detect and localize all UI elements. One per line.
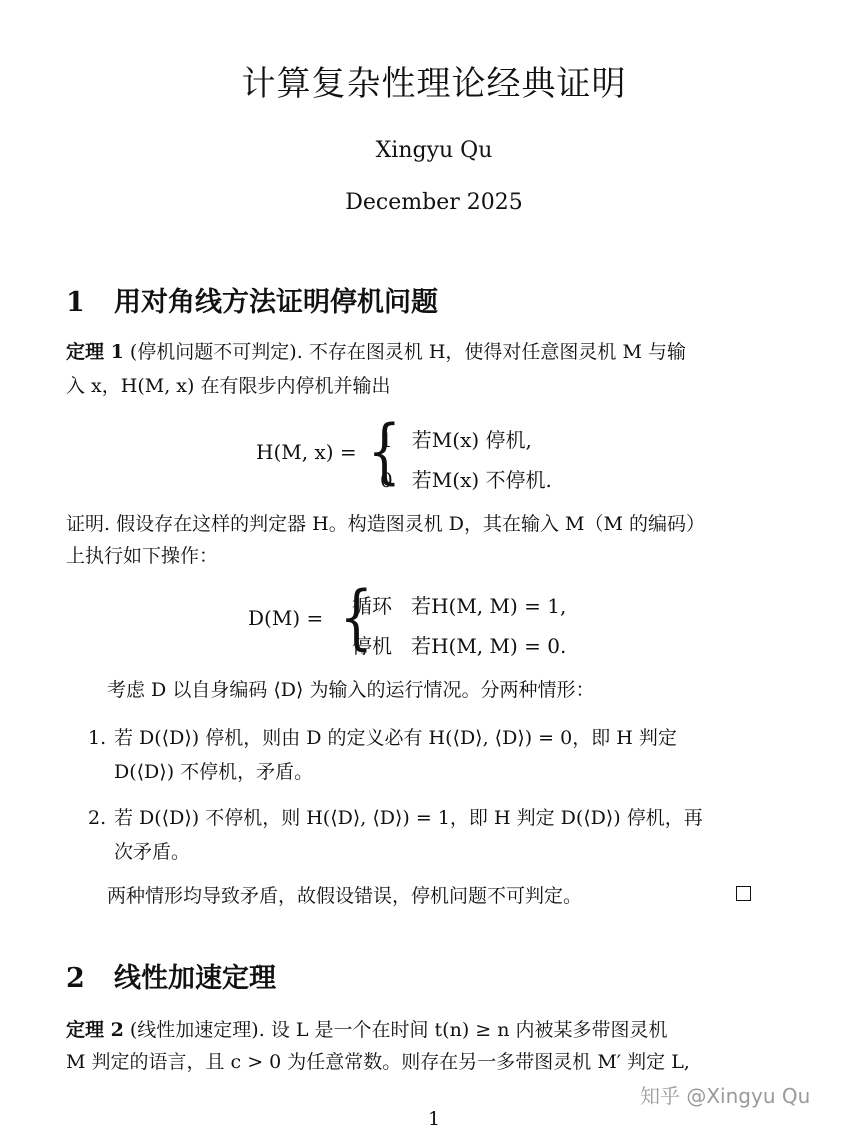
theorem-1-name: (停机问题不可判定). [129,341,303,363]
theorem-2-name: (线性加速定理). [129,1019,265,1041]
equation-d-case-2: 停机 若H(M, M) = 0. [352,634,567,658]
section-2-number: 2 [66,963,85,994]
theorem-1-text-1: 不存在图灵机 H，使得对任意图灵机 M 与输 [308,341,686,363]
proof-label: 证明. [66,513,111,535]
list-item-continuation: D(⟨D⟩) 不停机，矛盾。 [114,761,314,783]
proof-conclusion: 两种情形均导致矛盾，故假设错误，停机问题不可判定。 [107,885,583,907]
theorem-2-line-2: M 判定的语言，且 c > 0 为任意常数。则存在另一多带图灵机 M′ 判定 L, [66,1051,690,1073]
theorem-1-line-2: 入 x，H(M, x) 在有限步内停机并输出 [66,375,391,397]
list-item-number: 1. [88,727,107,749]
equation-h-brace: { [367,410,401,492]
proof-line-2: 上执行如下操作： [66,545,219,567]
list-item-continuation: 次矛盾。 [114,841,191,863]
section-2-heading [66,956,276,995]
equation-d-brace: { [339,576,373,658]
author-name: Xingyu Qu [375,138,493,163]
zhihu-watermark: 知乎 @Xingyu Qu [640,1084,811,1108]
equation-h-lhs: H(M, x) = [256,440,357,464]
section-1-title: 用对角线方法证明停机问题 [114,287,438,318]
section-1-number: 1 [66,287,85,318]
theorem-1-label: 定理 1 [66,341,124,363]
list-item-text: 若 D(⟨D⟩) 不停机，则 H(⟨D⟩, ⟨D⟩) = 1，即 H 判定 D(⟨D⟩) 停机，再 [114,807,703,829]
page-number: 1 [427,1108,441,1130]
equation-d-lhs: D(M) = [248,606,324,630]
equation-h-case-1: 1 若M(x) 停机, [380,428,532,452]
document-date: December 2025 [345,190,523,215]
list-item-number: 2. [88,807,107,829]
section-1-heading [66,280,438,319]
equation-h-case-2: 0 若M(x) 不停机. [380,468,552,492]
section-2-title: 线性加速定理 [114,963,276,994]
proof-text-1: 假设存在这样的判定器 H。构造图灵机 D，其在输入 M（M 的编码） [116,513,705,535]
proof-consider: 考虑 D 以自身编码 ⟨D⟩ 为输入的运行情况。分两种情形： [107,679,595,701]
theorem-2-label: 定理 2 [66,1019,124,1041]
theorem-1-line-1 [66,336,754,368]
theorem-2-text-1: 设 L 是一个在时间 t(n) ≥ n 内被某多带图灵机 [270,1019,668,1041]
list-item-text: 若 D(⟨D⟩) 停机，则由 D 的定义必有 H(⟨D⟩, ⟨D⟩) = 0，即 H 判定 [114,727,677,749]
proof-line-1 [66,508,754,540]
list-item [88,802,756,834]
equation-d-case-1: 循环 若H(M, M) = 1, [352,594,567,618]
qed-square-icon [736,886,751,901]
list-item [88,722,756,754]
document-title: 计算复杂性理论经典证明 [241,64,627,104]
theorem-2-line-1 [66,1014,754,1046]
